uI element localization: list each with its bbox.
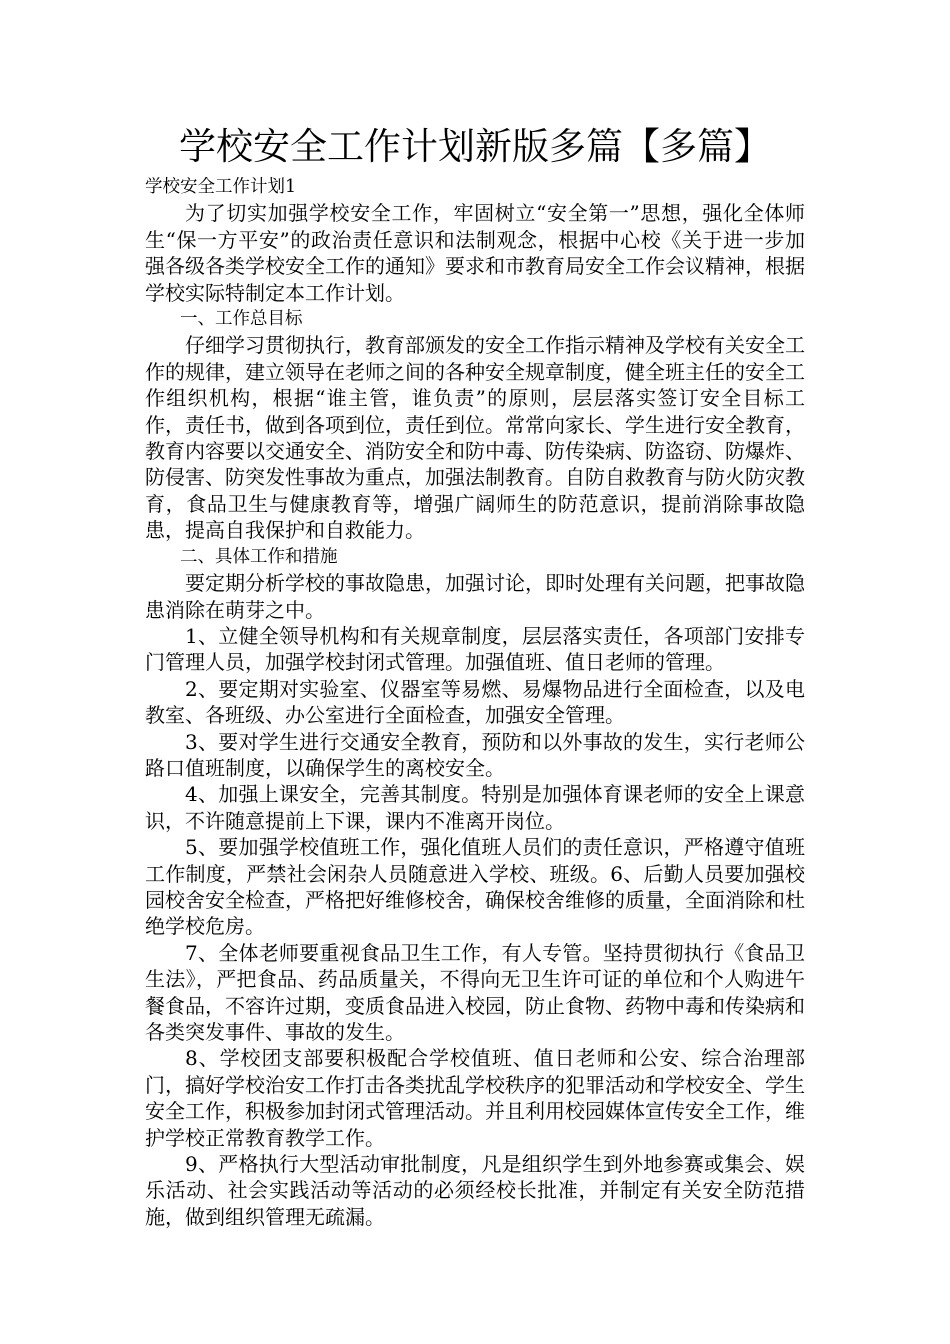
paragraph-item-8: 8、学校团支部要积极配合学校值班、值日老师和公安、综合治理部门，搞好学校治安工作打击各类扰乱学校秩序的犯罪活动和学校安全、学生安全工作，积极参加封闭式管理活动。并且利用校园媒体宣传安全工作，维护学校正常教育教学工作。 bbox=[145, 1046, 805, 1150]
paragraph-item-5-6: 5、要加强学校值班工作，强化值班人员们的责任意识，严格遵守值班工作制度，严禁社会闲杂人员随意进入学校、班级。6、后勤人员要加强校园校舍安全检查，严格把好维修校舍，确保校舍维修的质量，全面消除和杜绝学校危房。 bbox=[145, 835, 805, 939]
paragraph-item-7: 7、全体老师要重视食品卫生工作，有人专管。坚持贯彻执行《食品卫生法》，严把食品、药品质量关，不得向无卫生许可证的单位和个人购进午餐食品，不容许过期，变质食品进入校园，防止食物、药物中毒和传染病和各类突发事件、事故的发生。 bbox=[145, 940, 805, 1044]
paragraph-item-3: 3、要对学生进行交通安全教育，预防和以外事故的发生，实行老师公路口值班制度，以确保学生的离校安全。 bbox=[145, 729, 805, 780]
document-title: 学校安全工作计划新版多篇【多篇】 bbox=[179, 125, 771, 168]
paragraph-item-4: 4、加强上课安全，完善其制度。特别是加强体育课老师的安全上课意识，不许随意提前上下课，课内不准离开岗位。 bbox=[145, 782, 805, 833]
paragraph-intro: 为了切实加强学校安全工作，牢固树立“安全第一”思想，强化全体师生“保一方平安”的政治责任意识和法制观念，根据中心校《关于进一步加强各级各类学校安全工作的通知》要求和市教育局安全工作会议精神，根据学校实际特制定本工作计划。 bbox=[145, 201, 805, 305]
paragraph-goal-detail: 仔细学习贯彻执行，教育部颁发的安全工作指示精神及学校有关安全工作的规律，建立领导在老师之间的各种安全规章制度，健全班主任的安全工作组织机构，根据“谁主管，谁负责”的原则，层层落实签订安全目标工作，责任书，做到各项到位，责任到位。常常向家长、学生进行安全教育，教育内容要以交通安全、消防安全和防中毒、防传染病、防盗窃、防爆炸、防侵害、防突发性事故为重点，加强法制教育。自防自救教育与防火防灾教育，食品卫生与健康教育等，增强广阔师生的防范意识，提前消除事故隐患，提高自我保护和自救能力。 bbox=[145, 333, 805, 543]
paragraph-item-9: 9、严格执行大型活动审批制度，凡是组织学生到外地参赛或集会、娱乐活动、社会实践活动等活动的必须经校长批准，并制定有关安全防范措施，做到组织管理无疏漏。 bbox=[145, 1152, 805, 1229]
section-subtitle: 学校安全工作计划1 bbox=[145, 177, 297, 197]
document-body bbox=[145, 174, 805, 1230]
paragraph-item-1: 1、立健全领导机构和有关规章制度，层层落实责任，各项部门安排专门管理人员，加强学校封闭式管理。加强值班、值日老师的管理。 bbox=[145, 623, 805, 675]
paragraph-item-2: 2、要定期对实验室、仪器室等易燃、易爆物品进行全面检查，以及电教室、各班级、办公室进行全面检查，加强安全管理。 bbox=[145, 676, 805, 728]
heading-overall-goal: 一、工作总目标 bbox=[180, 309, 303, 330]
heading-measures: 二、具体工作和措施 bbox=[180, 546, 338, 567]
paragraph-measures-intro: 要定期分析学校的事故隐患，加强讨论，即时处理有关问题，把事故隐患消除在萌芽之中。 bbox=[145, 571, 805, 622]
